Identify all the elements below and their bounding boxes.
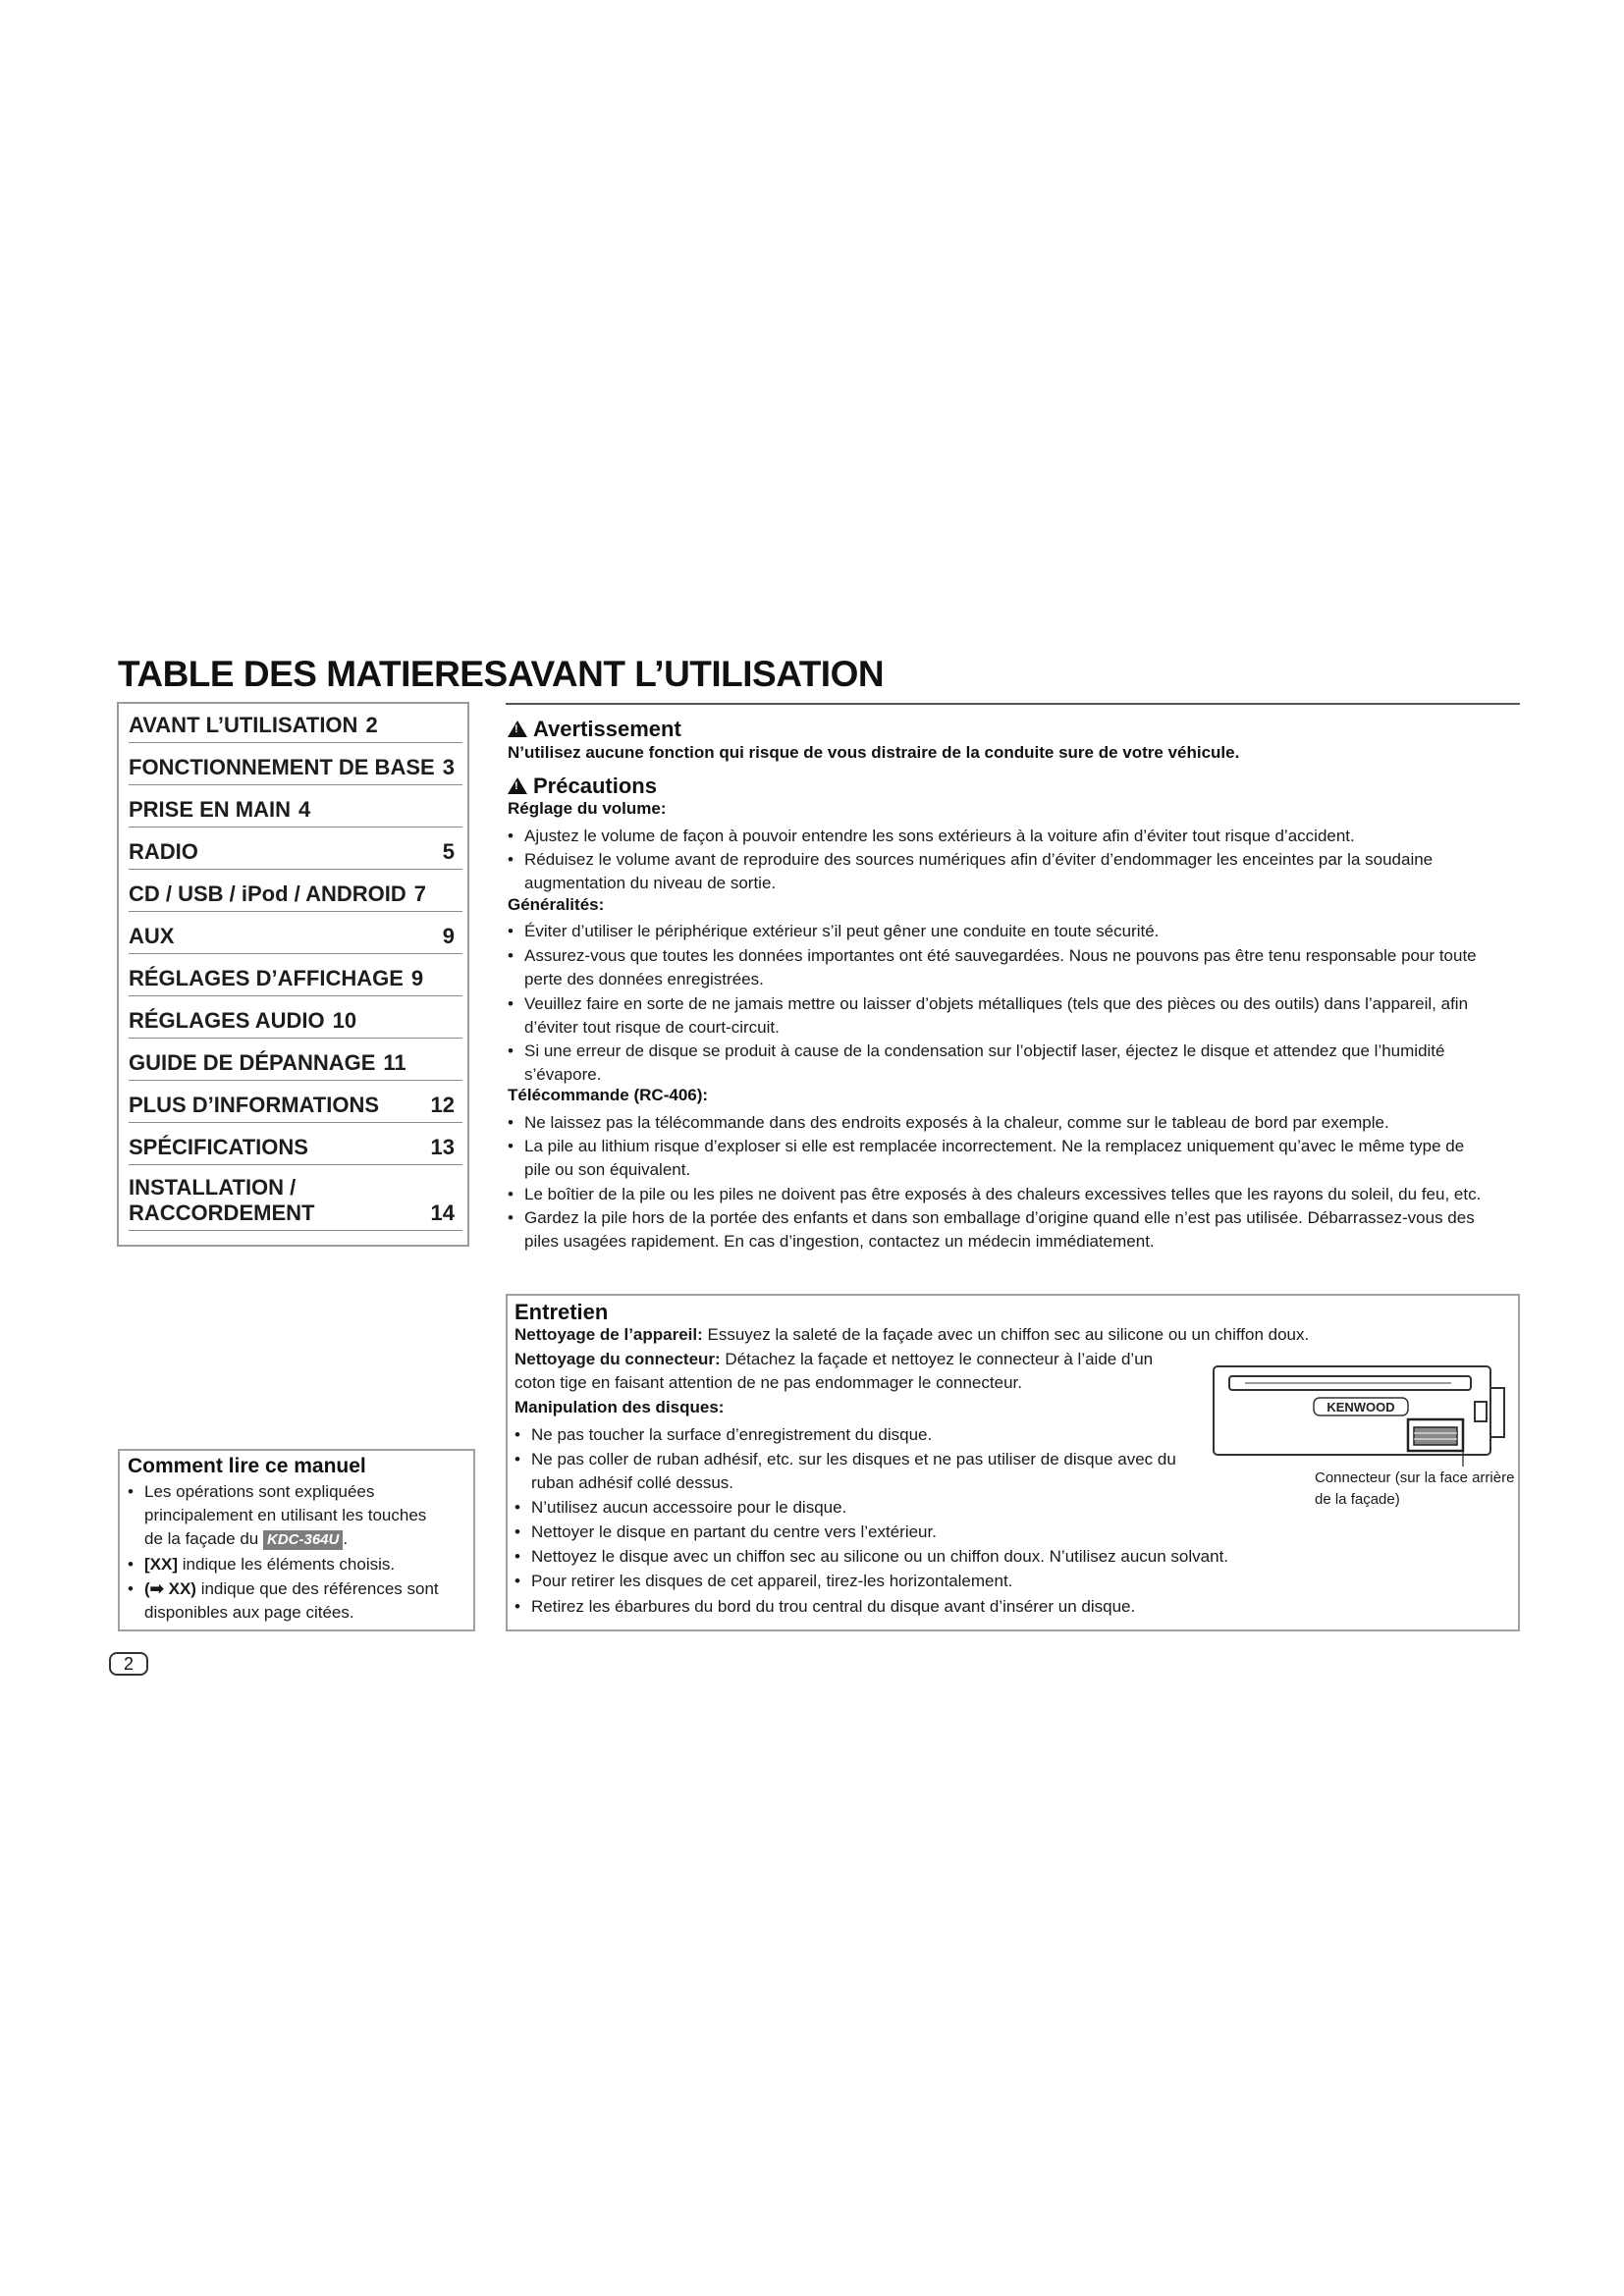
page-title: AVANT L’UTILISATION [508, 654, 885, 694]
toc-item[interactable]: FONCTIONNEMENT DE BASE 3 [129, 743, 462, 785]
toc-item[interactable]: PLUS D’INFORMATIONS 12 [129, 1081, 462, 1123]
toc-item[interactable]: AUX 9 [129, 912, 462, 954]
toc-item[interactable]: RADIO 5 [129, 828, 462, 870]
warning-icon [508, 721, 527, 737]
maintenance-heading: Entretien [514, 1300, 609, 1324]
toc-item[interactable]: CD / USB / iPod / ANDROID 7 [129, 870, 462, 912]
toc-item[interactable]: SPÉCIFICATIONS 13 [129, 1123, 462, 1165]
remote-heading: Télécommande (RC-406): [508, 1086, 709, 1104]
toc-item[interactable]: RÉGLAGES AUDIO 10 [129, 996, 462, 1039]
general-heading: Généralités: [508, 895, 605, 914]
toc-title: TABLE DES MATIERES [118, 654, 508, 694]
toc-item[interactable]: RÉGLAGES D’AFFICHAGE 9 [129, 954, 462, 996]
precautions-heading: !Précautions [508, 774, 657, 799]
model-badge: KDC-364U [263, 1530, 343, 1550]
warning-heading: !Avertissement [508, 717, 681, 742]
toc-item[interactable]: AVANT L’UTILISATION 2 [129, 704, 462, 743]
title-rule [506, 703, 1520, 705]
toc-box [117, 702, 469, 1247]
warning-icon [508, 777, 527, 794]
release-button [1475, 1402, 1487, 1421]
volume-heading: Réglage du volume: [508, 799, 667, 818]
discs-heading: Manipulation des disques: [514, 1398, 725, 1416]
cleaning-connector: Nettoyage du connecteur: Détachez la façade et nettoyez le connecteur à l’aide d’un [514, 1350, 1154, 1368]
brand-label: KENWOOD [1326, 1400, 1395, 1415]
toc-item[interactable]: PRISE EN MAIN 4 [129, 785, 462, 828]
page-number: 2 [109, 1652, 148, 1676]
faceplate-side [1490, 1388, 1504, 1437]
manual-guide-heading: Comment lire ce manuel [128, 1455, 366, 1477]
figure-caption: Connecteur (sur la face arrière de la façade) [1315, 1469, 1515, 1508]
cleaning-unit: Nettoyage de l’appareil: Essuyez la saleté de la façade avec un chiffon sec au silicone ou un chiffon doux. [514, 1325, 1310, 1344]
warning-text: N’utilisez aucune fonction qui risque de vous distraire de la conduite sure de votre véhicule. [508, 743, 1240, 762]
toc-item[interactable]: GUIDE DE DÉPANNAGE 11 [129, 1039, 462, 1081]
toc-item[interactable]: INSTALLATION / RACCORDEMENT 14 [129, 1165, 462, 1231]
cleaning-connector-cont: coton tige en faisant attention de ne pas endommager le connecteur. [514, 1373, 1022, 1392]
